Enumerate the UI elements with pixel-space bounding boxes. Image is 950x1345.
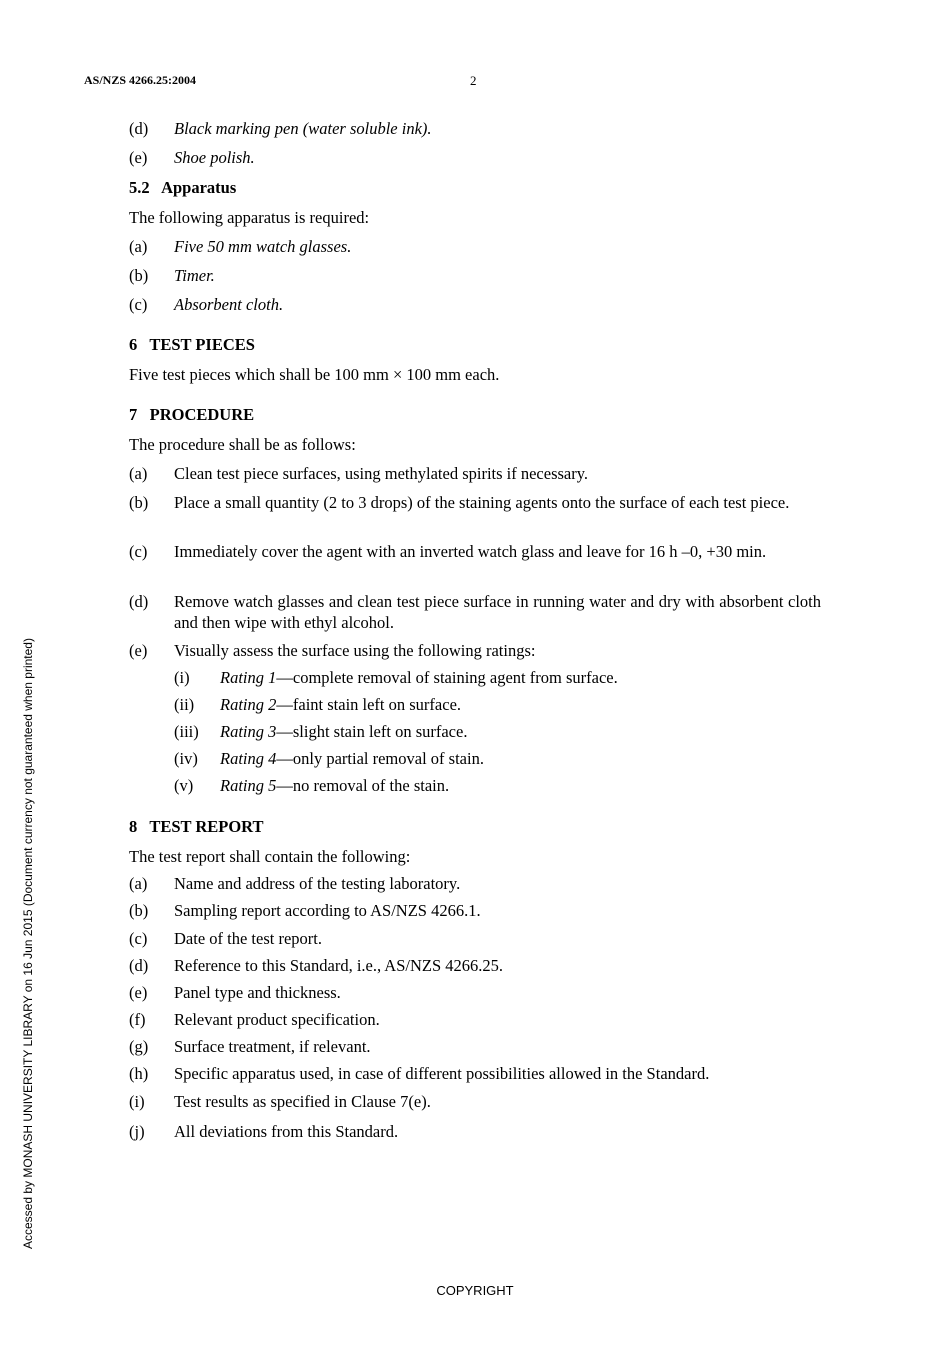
list-item-label: (a) [129, 237, 148, 256]
list-item: Five 50 mm watch glasses. [174, 237, 352, 256]
list-item-label: (e) [129, 641, 148, 660]
list-item: Place a small quantity (2 to 3 drops) of the staining agents onto the surface of each test piece. [174, 493, 790, 512]
list-item: Absorbent cloth. [174, 295, 284, 314]
list-item-label: (a) [129, 874, 148, 893]
list-item: Clean test piece surfaces, using methylated spirits if necessary. [174, 464, 589, 483]
list-item: Name and address of the testing laboratory. [174, 874, 461, 893]
list-item-label: (b) [129, 901, 149, 920]
list-item: Surface treatment, if relevant. [174, 1037, 371, 1056]
list-item: Immediately cover the agent with an inverted watch glass and leave for 16 h –0, +30 min. [174, 542, 767, 561]
list-item-label: (c) [129, 929, 148, 948]
list-item: Reference to this Standard, i.e., AS/NZS 4266.25. [174, 956, 504, 975]
rating-item: Rating 4—only partial removal of stain. [220, 749, 484, 768]
section-heading-test-report: 8 TEST REPORT [129, 817, 264, 836]
rating-item: Rating 5—no removal of the stain. [220, 776, 450, 795]
apparatus-intro: The following apparatus is required: [129, 208, 370, 227]
list-item: All deviations from this Standard. [174, 1122, 399, 1141]
list-item: Date of the test report. [174, 929, 322, 948]
rating-label: (i) [174, 668, 190, 687]
list-item: Shoe polish. [174, 148, 255, 167]
list-item-label: (d) [129, 956, 149, 975]
list-item: Timer. [174, 266, 215, 285]
list-item: Test results as specified in Clause 7(e). [174, 1092, 431, 1111]
section-heading-test-pieces: 6 TEST PIECES [129, 335, 255, 354]
procedure-intro: The procedure shall be as follows: [129, 435, 356, 454]
list-item-label: (f) [129, 1010, 146, 1029]
list-item: Remove watch glasses and clean test piece surface in running water and dry with absorbent cloth and then wipe with ethyl alcohol. [174, 592, 821, 632]
rating-label: (iii) [174, 722, 199, 741]
copyright-footer: COPYRIGHT [436, 1283, 514, 1298]
list-item: Specific apparatus used, in case of different possibilities allowed in the Standard. [174, 1064, 710, 1083]
list-item: Relevant product specification. [174, 1010, 380, 1029]
list-item-label: (i) [129, 1092, 145, 1111]
list-item-label: (b) [129, 266, 149, 285]
list-item-label: (b) [129, 493, 149, 512]
rating-label: (iv) [174, 749, 198, 768]
list-item-label: (a) [129, 464, 148, 483]
rating-item: Rating 2—faint stain left on surface. [220, 695, 462, 714]
rating-item: Rating 1—complete removal of staining agent from surface. [220, 668, 618, 687]
test-pieces-text: Five test pieces which shall be 100 mm × 100 mm each. [129, 365, 500, 384]
list-item-label: (e) [129, 983, 148, 1002]
section-heading-procedure: 7 PROCEDURE [129, 405, 255, 424]
list-item-label: (c) [129, 295, 148, 314]
test-report-intro: The test report shall contain the following: [129, 847, 411, 866]
list-item: Panel type and thickness. [174, 983, 341, 1002]
rating-item: Rating 3—slight stain left on surface. [220, 722, 468, 741]
rating-label: (ii) [174, 695, 195, 714]
list-item-label: (d) [129, 119, 149, 138]
list-item: Black marking pen (water soluble ink). [174, 119, 432, 138]
access-watermark: Accessed by MONASH UNIVERSITY LIBRARY on 16 Jun 2015 (Document currency not guaranteed when printed) [21, 638, 35, 1249]
list-item-label: (j) [129, 1122, 145, 1141]
rating-label: (v) [174, 776, 194, 795]
page-number: 2 [470, 73, 477, 88]
document-code: AS/NZS 4266.25:2004 [84, 73, 197, 87]
list-item: Visually assess the surface using the following ratings: [174, 641, 536, 660]
list-item-label: (h) [129, 1064, 149, 1083]
list-item-label: (e) [129, 148, 148, 167]
list-item-label: (c) [129, 542, 148, 561]
list-item-label: (g) [129, 1037, 149, 1056]
list-item-label: (d) [129, 592, 149, 611]
list-item: Sampling report according to AS/NZS 4266.1. [174, 901, 481, 920]
section-heading-apparatus: 5.2 Apparatus [129, 178, 237, 197]
